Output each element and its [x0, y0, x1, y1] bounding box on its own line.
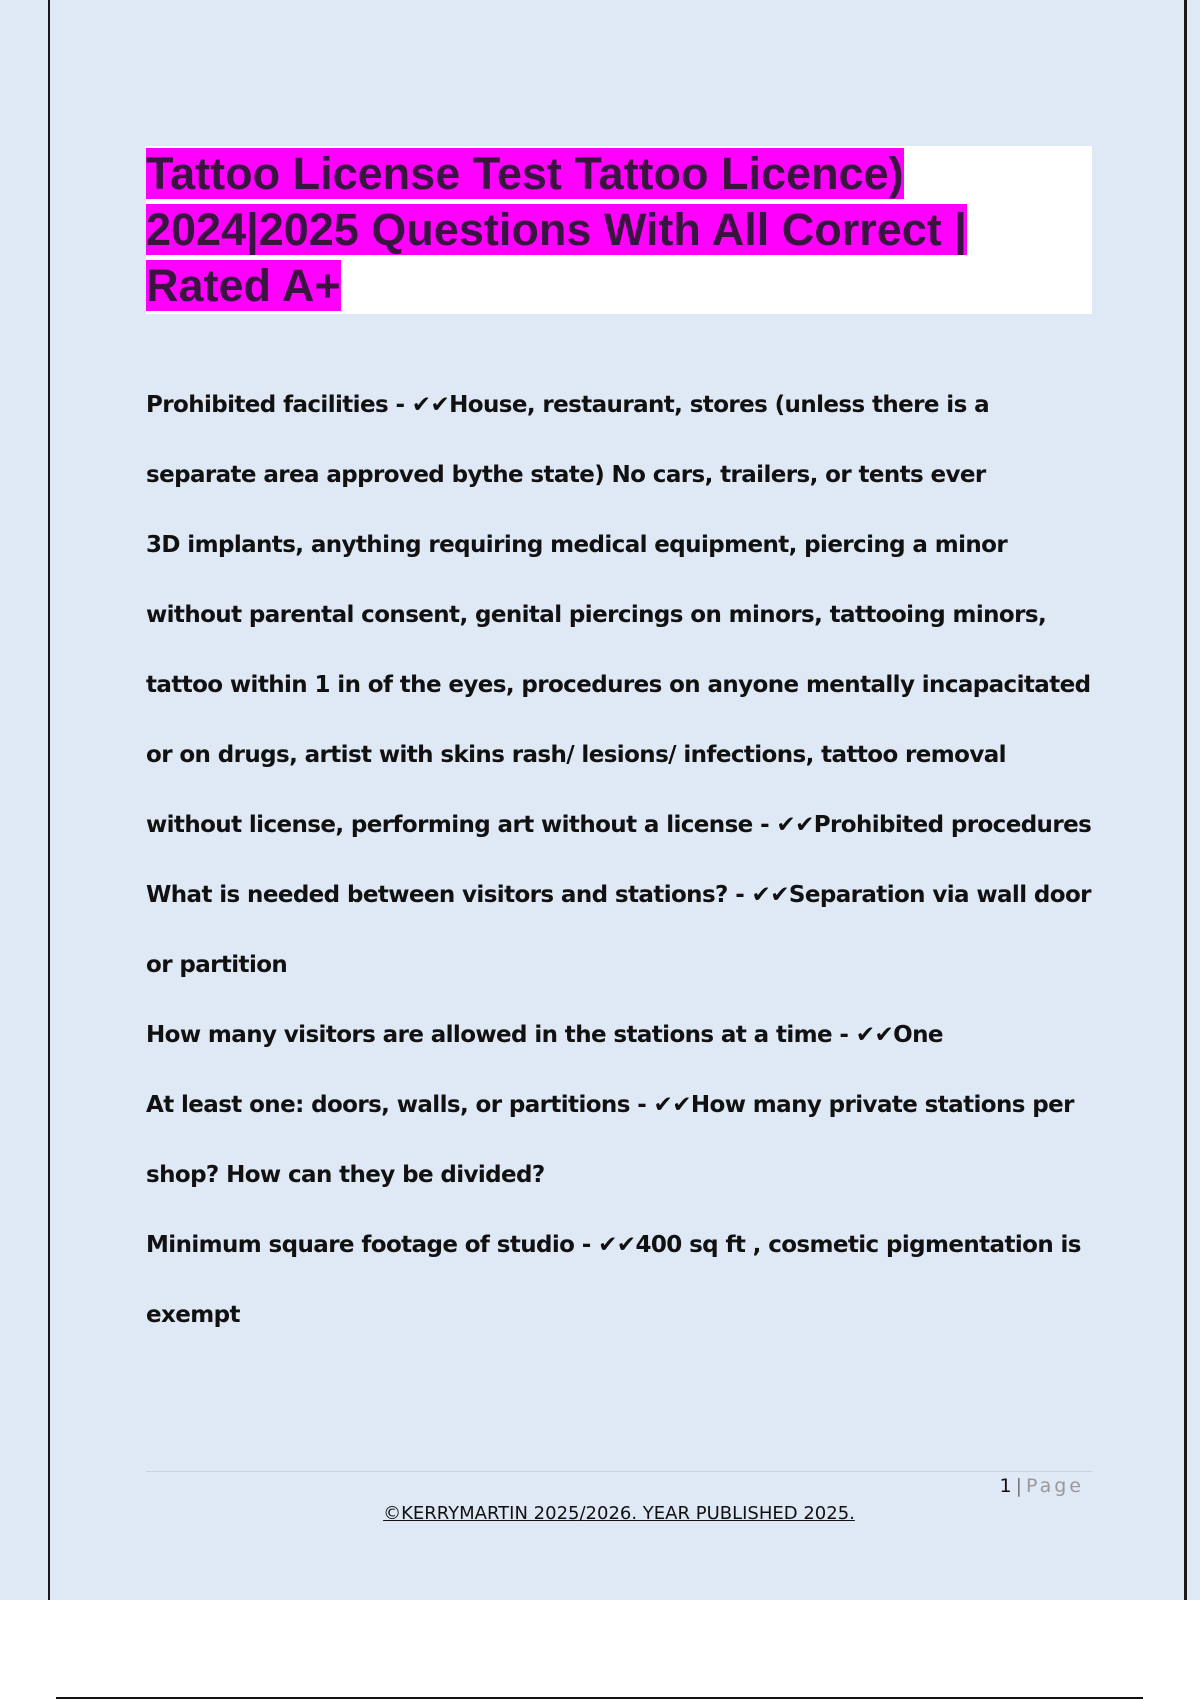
document-title-text: Tattoo License Test Tattoo Licence) 2024|2025 Questions With All Correct | Rated A+: [146, 148, 967, 311]
page-number-value: 1: [999, 1475, 1012, 1497]
qa-entry: At least one: doors, walls, or partitions - ✔✔How many private stations per shop? How can they be divided?: [146, 1092, 1074, 1188]
qa-entry: Minimum square footage of studio - ✔✔400 sq ft , cosmetic pigmentation is exempt: [146, 1232, 1081, 1328]
qa-entry: What is needed between visitors and stations? - ✔✔Separation via wall door or partition: [146, 882, 1091, 978]
copyright-notice: ©KERRYMARTIN 2025/2026. YEAR PUBLISHED 2025.: [383, 1503, 855, 1524]
document-title: [146, 146, 1046, 314]
qa-entry: Prohibited facilities - ✔✔House, restaurant, stores (unless there is a separate area approved bythe state) No cars, trailers, or tents ever: [146, 392, 989, 488]
footer-divider: [146, 1471, 1092, 1472]
qa-entry: 3D implants, anything requiring medical equipment, piercing a minor without parental consent, genital piercings on minors, tattooing minors, tattoo within 1 in of the eyes, procedures on anyone mentally incapacitated or on drugs, artist with skins rash/ lesions/ infections, tattoo removal without license, performing art without a license - ✔✔Prohibited procedures: [146, 532, 1092, 838]
page-border-right: [1184, 0, 1187, 1600]
page-label: Page: [1026, 1475, 1084, 1497]
bottom-divider: [56, 1697, 1143, 1699]
page-number: [1000, 1475, 1085, 1497]
qa-entry: How many visitors are allowed in the stations at a time - ✔✔One: [146, 1022, 943, 1048]
page-border-left: [48, 0, 50, 1600]
document-body: [146, 370, 1096, 1350]
page-number-separator: |: [1015, 1475, 1022, 1497]
